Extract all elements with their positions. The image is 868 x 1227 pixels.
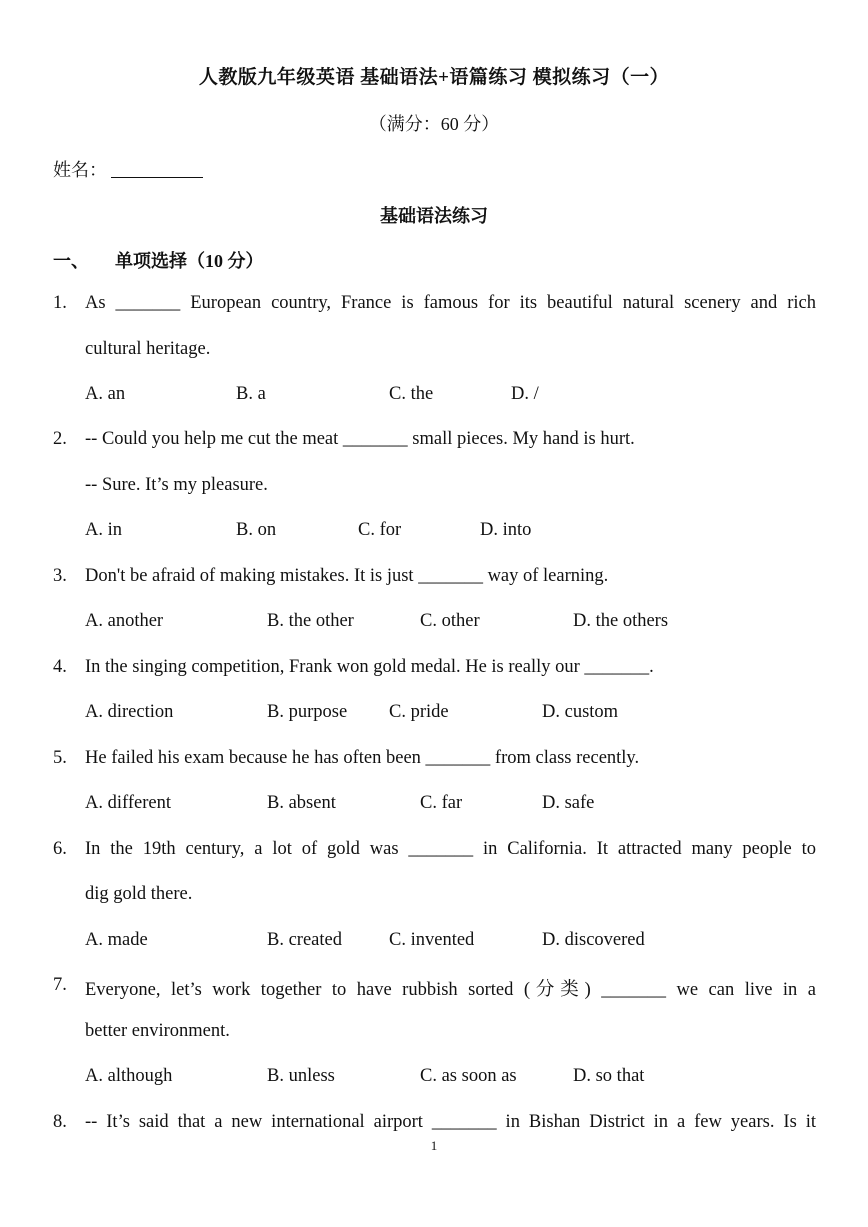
- option-d: D. custom: [542, 702, 619, 722]
- option-b: B. the other: [267, 611, 354, 631]
- option-d: D. so that: [573, 1066, 645, 1086]
- question-number: 6.: [53, 839, 67, 859]
- option-a: A. made: [85, 930, 148, 950]
- option-a: A. different: [85, 793, 171, 813]
- question-text: dig gold there.: [85, 884, 193, 904]
- question-number: 7.: [53, 975, 67, 995]
- option-c: C. as soon as: [420, 1066, 517, 1086]
- option-b: B. absent: [267, 793, 336, 813]
- question-text: cultural heritage.: [85, 339, 211, 359]
- part-heading: [53, 247, 264, 273]
- option-d: D. safe: [542, 793, 595, 813]
- question-number: 3.: [53, 566, 67, 586]
- part-title: 单项选择（10 分）: [115, 251, 264, 271]
- option-d: D. the others: [573, 611, 669, 631]
- option-a: A. another: [85, 611, 164, 631]
- option-d: D. into: [480, 520, 532, 540]
- option-d: D. /: [511, 384, 539, 404]
- question-text: Don't be afraid of making mistakes. It is just _______ way of learning.: [85, 566, 609, 586]
- question-number: 2.: [53, 429, 67, 449]
- page-title: 人教版九年级英语 基础语法+语篇练习 模拟练习（一）: [198, 67, 670, 88]
- option-b: B. unless: [267, 1066, 335, 1086]
- question-text: -- It’s said that a new international airport _______ in Bishan District in a few years. Is it: [85, 1112, 816, 1132]
- option-b: B. created: [267, 930, 342, 950]
- option-c: C. other: [420, 611, 480, 631]
- option-c: C. far: [420, 793, 463, 813]
- option-a: A. although: [85, 1066, 173, 1086]
- part-number: 一、: [53, 251, 89, 271]
- option-a: A. an: [85, 384, 126, 404]
- question-text: In the 19th century, a lot of gold was _______ in California. It attracted many people to: [85, 839, 816, 859]
- question-text: In the singing competition, Frank won gold medal. He is really our _______.: [85, 657, 654, 677]
- name-blank: [111, 159, 203, 178]
- option-a: A. in: [85, 520, 122, 540]
- question-number: 8.: [53, 1112, 67, 1132]
- question-text: He failed his exam because he has often been _______ from class recently.: [85, 748, 640, 768]
- question-text: better environment.: [85, 1021, 230, 1041]
- option-b: B. on: [236, 520, 277, 540]
- option-c: C. pride: [389, 702, 449, 722]
- question-number: 1.: [53, 293, 67, 313]
- name-label: 姓名：: [53, 160, 107, 180]
- question-number: 4.: [53, 657, 67, 677]
- question-text: As _______ European country, France is famous for its beautiful natural scenery and rich: [85, 293, 816, 313]
- option-a: A. direction: [85, 702, 174, 722]
- option-c: C. the: [389, 384, 434, 404]
- option-d: D. discovered: [542, 930, 645, 950]
- score-note: （满分：60 分）: [368, 114, 500, 134]
- option-b: B. purpose: [267, 702, 348, 722]
- option-c: C. invented: [389, 930, 475, 950]
- section-title: 基础语法练习: [380, 206, 488, 226]
- option-c: C. for: [358, 520, 402, 540]
- option-b: B. a: [236, 384, 266, 404]
- page-number: 1: [430, 1138, 438, 1153]
- question-text: -- Sure. It’s my pleasure.: [85, 475, 268, 495]
- question-text: Everyone, let’s work together to have rubbish sorted (分类) _______ we can live in a: [85, 980, 816, 1000]
- question-text: -- Could you help me cut the meat _______ small pieces. My hand is hurt.: [85, 429, 635, 449]
- question-number: 5.: [53, 748, 67, 768]
- name-field: [53, 156, 203, 182]
